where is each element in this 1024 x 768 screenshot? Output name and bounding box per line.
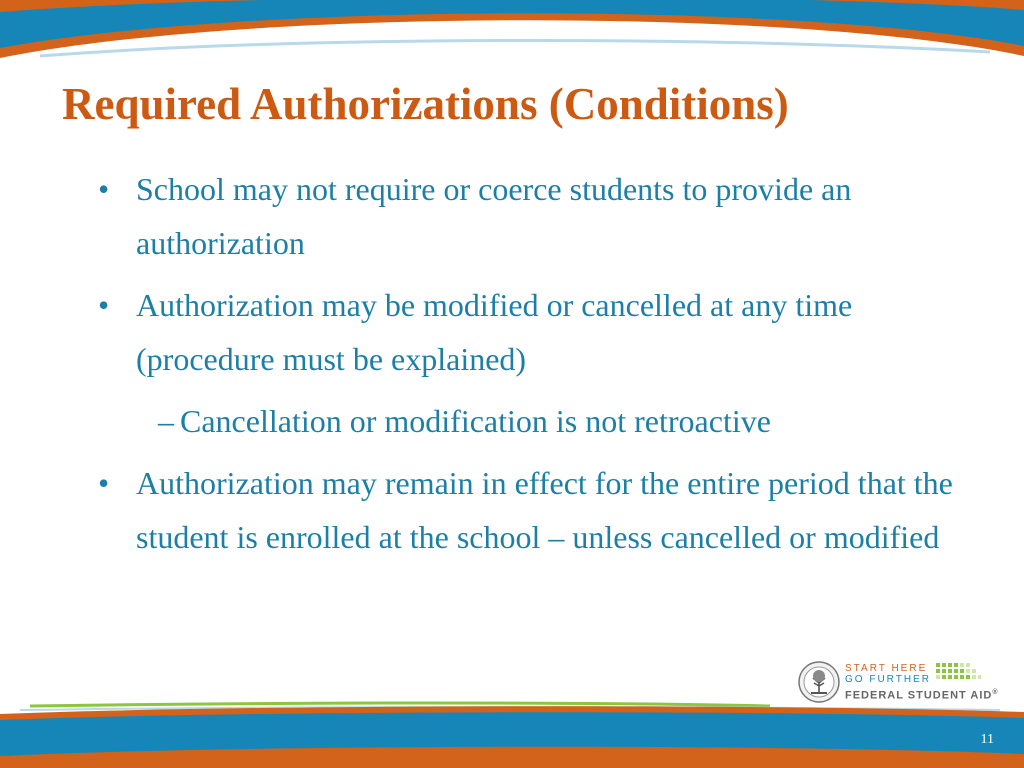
bullet-marker: • [98,171,110,207]
bullet-marker: • [98,287,110,323]
bullet-text: School may not require or coerce students to provide an authorization [136,171,852,261]
sub-bullet-text: Cancellation or modification is not retroactive [180,403,771,439]
logo-tagline-2: GO FURTHER [845,674,931,685]
bullet-text: Authorization may be modified or cancelled at any time (procedure must be explained) [136,287,853,377]
slide-title: Required Authorizations (Conditions) [62,79,789,129]
sub-bullet-item [96,394,966,448]
logo-trademark: ® [992,689,999,696]
sub-bullet-marker: – [158,403,174,439]
page-number: 11 [980,732,994,747]
bullet-item [96,162,966,270]
bullet-list [96,162,966,572]
top-banner-decoration [0,0,1024,70]
logo-tagline-1: START HERE [845,663,928,674]
bullet-item [96,278,966,386]
bullet-item [96,456,966,564]
bullet-marker: • [98,465,110,501]
logo-agency-text: FEDERAL STUDENT AID [845,689,993,702]
bottom-banner-decoration [0,696,1024,768]
dot-grid-logo-icon [936,663,982,685]
bullet-text: Authorization may remain in effect for the entire period that the student is enrolled at the school – unless cancelled or modified [136,465,953,555]
